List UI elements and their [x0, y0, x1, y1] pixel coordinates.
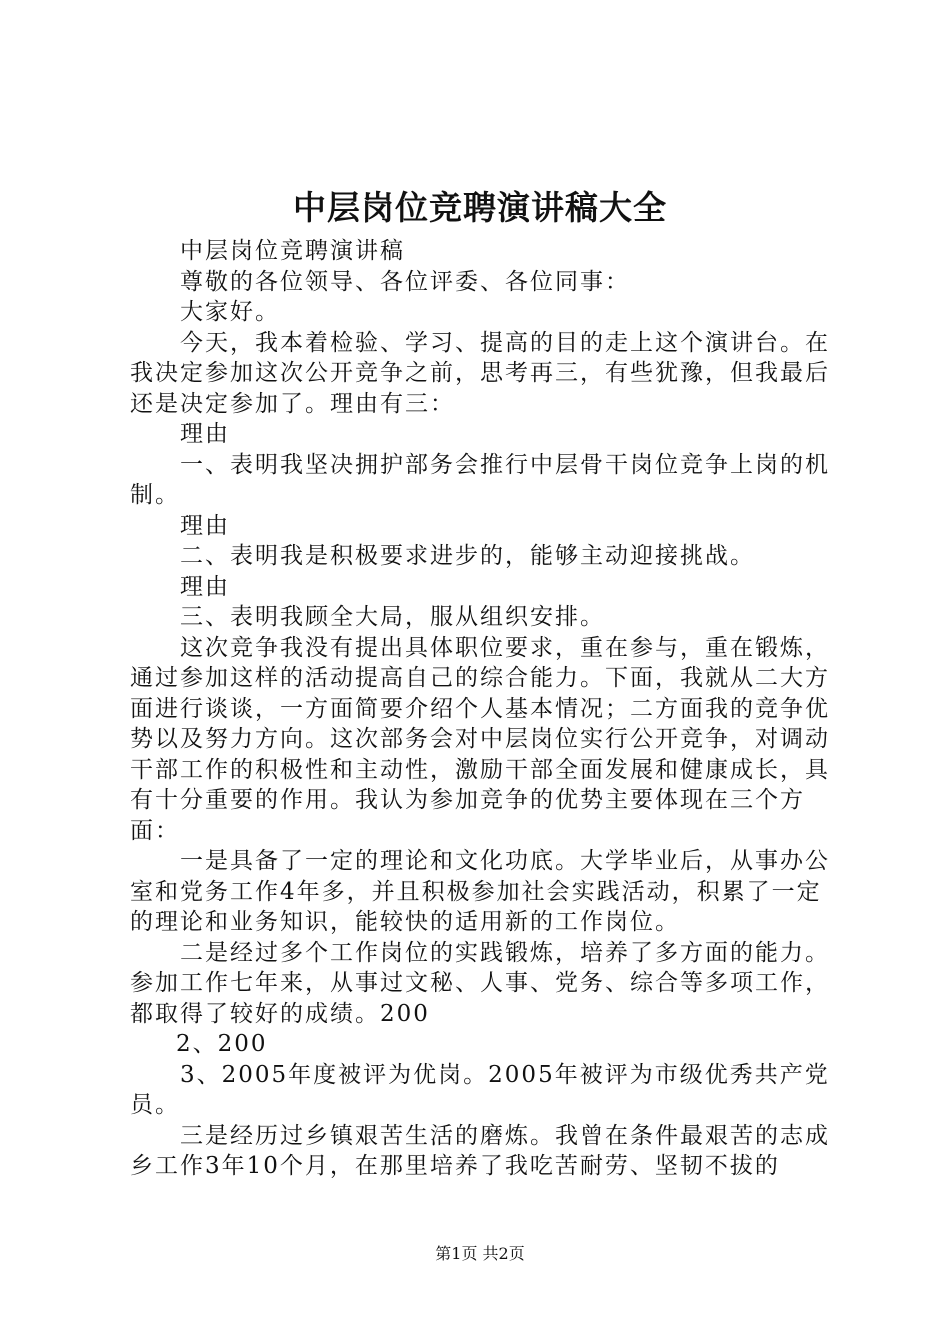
greeting: 大家好。 — [180, 299, 280, 325]
paragraph-intro: 今天，我本着检验、学习、提高的目的走上这个演讲台。在我决定参加这次公开竞争之前，思考再三，有些犹豫，但我最后还是决定参加了。理由有三： — [130, 329, 830, 417]
list-item: 3、2005年度被评为优岗。2005年被评为市级优秀共产党员。 — [130, 1061, 830, 1118]
list-item: 2、200 — [176, 1031, 268, 1057]
document-title: 中层岗位竞聘演讲稿大全 — [293, 188, 667, 227]
document-body — [130, 236, 830, 1182]
reason-label: 理由 — [180, 512, 230, 539]
advantage-three: 三是经历过乡镇艰苦生活的磨炼。我曾在条件最艰苦的志成乡工作3年10个月，在那里培养了我吃苦耐劳、坚韧不拔的 — [130, 1122, 830, 1179]
page-footer: 第1页 共2页 — [435, 1244, 525, 1263]
reason-label: 理由 — [180, 573, 230, 600]
reason-one: 一、表明我坚决拥护部务会推行中层骨干岗位竞争上岗的机制。 — [130, 451, 830, 508]
reason-label: 理由 — [180, 421, 230, 447]
reason-two: 二、表明我是积极要求进步的，能够主动迎接挑战。 — [180, 543, 755, 569]
advantage-one: 一是具备了一定的理论和文化功底。大学毕业后，从事办公室和党务工作4年多，并且积极参加社会实践活动，积累了一定的理论和业务知识，能较快的适用新的工作岗位。 — [130, 848, 830, 935]
advantage-two: 二是经过多个工作岗位的实践锻炼，培养了多方面的能力。参加工作七年来，从事过文秘、人事、党务、综合等多项工作，都取得了较好的成绩。200 — [130, 939, 830, 1027]
salutation: 尊敬的各位领导、各位评委、各位同事： — [180, 268, 630, 295]
paragraph-overview: 这次竞争我没有提出具体职位要求，重在参与，重在锻炼，通过参加这样的活动提高自己的综合能力。下面，我就从二大方面进行谈谈，一方面简要介绍个人基本情况；二方面我的竞争优势以及努力方向。这次部务会对中层岗位实行公开竞争，对调动干部工作的积极性和主动性，激励干部全面发展和健康成长，具有十分重要的作用。我认为参加竞争的优势主要体现在三个方面： — [130, 634, 830, 844]
reason-three: 三、表明我顾全大局，服从组织安排。 — [180, 604, 605, 630]
speech-heading: 中层岗位竞聘演讲稿 — [180, 238, 405, 264]
